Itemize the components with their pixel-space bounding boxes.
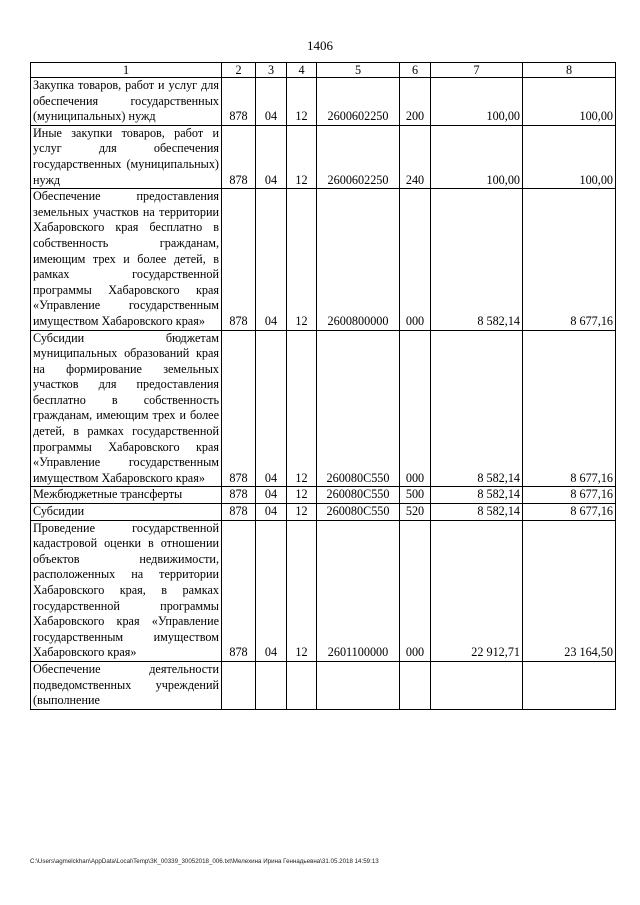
table-row <box>31 504 616 521</box>
subsection-code: 12 <box>287 330 317 487</box>
target-article: 260080С550 <box>317 487 400 504</box>
section-code: 04 <box>256 78 287 126</box>
row-name: Субсидии бюджетам муниципальных образований края на формирование земельных участков для предоставления бесплатно в собственность гражданам, имеющим трех и более детей, в рамках государственной программы Хабаровского края «Управление государственным имуществом Хабаровского края» <box>31 330 222 487</box>
amount-year-1: 100,00 <box>431 125 523 188</box>
budget-table <box>30 62 616 710</box>
section-code: 04 <box>256 504 287 521</box>
expense-type: 520 <box>400 504 431 521</box>
table-row <box>31 520 616 661</box>
amount-year-1: 8 582,14 <box>431 504 523 521</box>
subsection-code: 12 <box>287 125 317 188</box>
header-cell: 5 <box>317 63 400 78</box>
header-cell: 3 <box>256 63 287 78</box>
ministry-code: 878 <box>222 78 256 126</box>
target-article: 2600602250 <box>317 78 400 126</box>
empty-cell <box>287 661 317 709</box>
header-cell: 1 <box>31 63 222 78</box>
row-name: Субсидии <box>31 504 222 521</box>
empty-cell <box>317 661 400 709</box>
row-name: Обеспечение предоставления земельных участков на территории Хабаровского края бесплатно в собственность гражданам, имеющим трех и более детей, в рамках государственной программы Хабаровского края «Управление государственным имуществом Хабаровского края» <box>31 189 222 330</box>
table-row <box>31 125 616 188</box>
section-code: 04 <box>256 520 287 661</box>
empty-cell <box>431 661 523 709</box>
amount-year-2: 100,00 <box>523 125 616 188</box>
amount-year-1: 100,00 <box>431 78 523 126</box>
expense-type: 500 <box>400 487 431 504</box>
amount-year-1: 22 912,71 <box>431 520 523 661</box>
header-cell: 4 <box>287 63 317 78</box>
amount-year-2: 8 677,16 <box>523 487 616 504</box>
table-header-row <box>31 63 616 78</box>
ministry-code: 878 <box>222 330 256 487</box>
header-cell: 7 <box>431 63 523 78</box>
amount-year-1: 8 582,14 <box>431 330 523 487</box>
table-row-continued <box>31 661 616 709</box>
row-name: Проведение государственной кадастровой оценки в отношении объектов недвижимости, расположенных на территории Хабаровского края, в рамках государственной программы Хабаровского края «Управление государственным имуществом Хабаровского края» <box>31 520 222 661</box>
amount-year-2: 8 677,16 <box>523 330 616 487</box>
table-row <box>31 487 616 504</box>
target-article: 260080С550 <box>317 504 400 521</box>
table-row <box>31 330 616 487</box>
expense-type: 000 <box>400 520 431 661</box>
target-article: 2600800000 <box>317 189 400 330</box>
row-name: Обеспечение деятельности подведомственных учреждений (выполнение <box>31 661 222 709</box>
section-code: 04 <box>256 125 287 188</box>
table-row <box>31 78 616 126</box>
ministry-code: 878 <box>222 189 256 330</box>
row-name: Иные закупки товаров, работ и услуг для обеспечения государственных (муниципальных) нужд <box>31 125 222 188</box>
page-number: 1406 <box>307 38 333 53</box>
expense-type: 000 <box>400 330 431 487</box>
subsection-code: 12 <box>287 520 317 661</box>
amount-year-2: 8 677,16 <box>523 189 616 330</box>
amount-year-2: 8 677,16 <box>523 504 616 521</box>
section-code: 04 <box>256 487 287 504</box>
amount-year-2: 100,00 <box>523 78 616 126</box>
amount-year-2: 23 164,50 <box>523 520 616 661</box>
ministry-code: 878 <box>222 125 256 188</box>
expense-type: 240 <box>400 125 431 188</box>
row-name: Закупка товаров, работ и услуг для обеспечения государственных (муниципальных) нужд <box>31 78 222 126</box>
subsection-code: 12 <box>287 504 317 521</box>
ministry-code: 878 <box>222 504 256 521</box>
expense-type: 200 <box>400 78 431 126</box>
subsection-code: 12 <box>287 487 317 504</box>
section-code: 04 <box>256 330 287 487</box>
subsection-code: 12 <box>287 189 317 330</box>
amount-year-1: 8 582,14 <box>431 189 523 330</box>
section-code: 04 <box>256 189 287 330</box>
table-row <box>31 189 616 330</box>
ministry-code: 878 <box>222 487 256 504</box>
file-path-footer: C:\Users\agmelckhan\AppData\Local\Temp\ЗК_00339_30052018_006.txt\Мелехина Ирина Геннадьевна\31.05.2018 14:59:13 <box>30 858 379 865</box>
subsection-code: 12 <box>287 78 317 126</box>
expense-type: 000 <box>400 189 431 330</box>
empty-cell <box>222 661 256 709</box>
amount-year-1: 8 582,14 <box>431 487 523 504</box>
target-article: 2600602250 <box>317 125 400 188</box>
empty-cell <box>256 661 287 709</box>
target-article: 260080С550 <box>317 330 400 487</box>
ministry-code: 878 <box>222 520 256 661</box>
empty-cell <box>523 661 616 709</box>
header-cell: 2 <box>222 63 256 78</box>
header-cell: 6 <box>400 63 431 78</box>
empty-cell <box>400 661 431 709</box>
row-name: Межбюджетные трансферты <box>31 487 222 504</box>
header-cell: 8 <box>523 63 616 78</box>
target-article: 2601100000 <box>317 520 400 661</box>
